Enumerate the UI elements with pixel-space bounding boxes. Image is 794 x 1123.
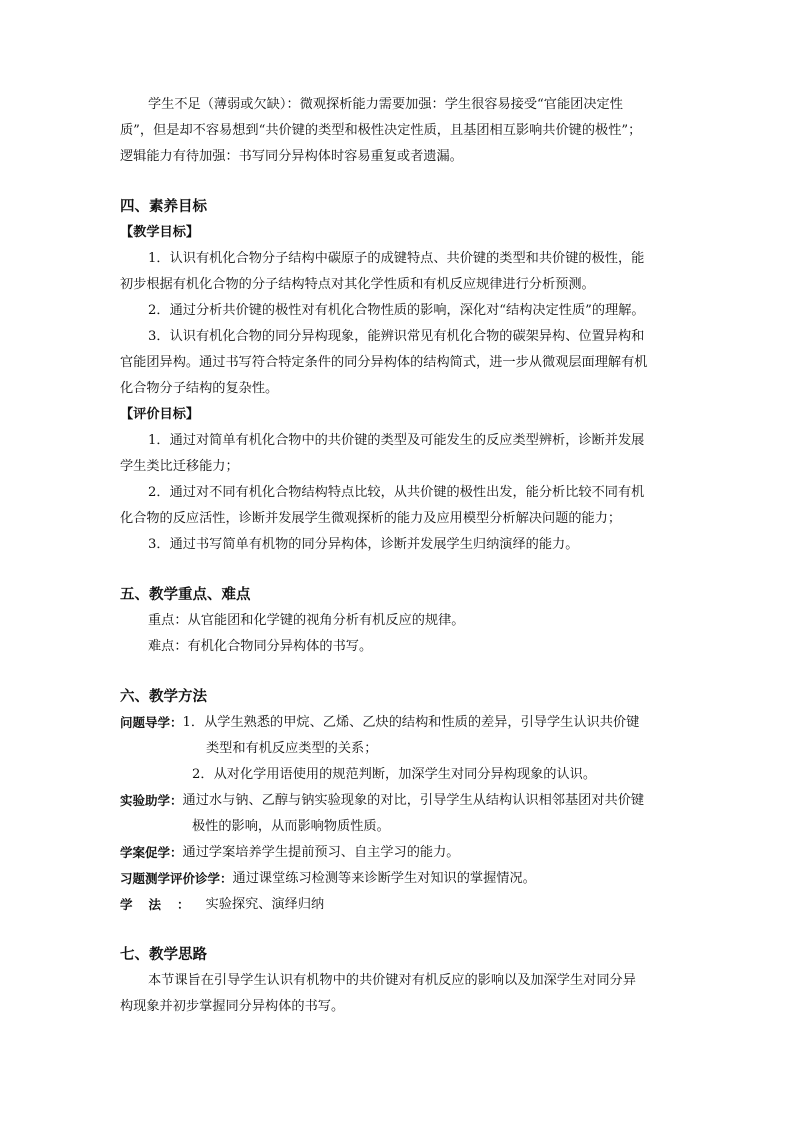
eval-line: 1．通过对简单有机化合物中的共价键的类型及可能发生的反应类型辨析，诊断并发展 bbox=[148, 433, 645, 448]
method-label: 习题测学评价诊学： bbox=[120, 871, 233, 886]
section-heading: 四、素养目标 bbox=[120, 199, 207, 215]
eval-line: 3．通过书写简单有机物的同分异构体，诊断并发展学生归纳演绎的能力。 bbox=[148, 537, 579, 552]
method-text: 2．从对化学用语使用的规范判断，加深学生对同分异构现象的认识。 bbox=[192, 767, 597, 782]
goal-line: 化合物分子结构的复杂性。 bbox=[120, 381, 279, 396]
section-heading: 五、教学重点、难点 bbox=[120, 587, 251, 603]
section-teaching-methods bbox=[120, 684, 680, 918]
method-study-guide bbox=[120, 840, 680, 866]
eval-line: 学生类比迁移能力； bbox=[120, 459, 239, 474]
subheading-teaching-goals: 【教学目标】 bbox=[120, 225, 200, 240]
ideas-line: 构现象并初步掌握同分异构体的书写。 bbox=[120, 999, 345, 1014]
goal-line: 官能团异构。通过书写符合特定条件的同分异构体的结构简式，进一步从微观层面理解有机 bbox=[120, 355, 648, 370]
method-text: 通过课堂练习检测等来诊断学生对知识的掌握情况。 bbox=[232, 871, 536, 886]
goal-line: 3．认识有机化合物的同分异构现象，能辨识常见有机化合物的碳架异构、位置异构和 bbox=[148, 329, 645, 344]
key-point-line: 重点：从官能团和化学键的视角分析有机反应的规律。 bbox=[148, 613, 465, 628]
section-literacy-goals bbox=[120, 194, 680, 558]
intro-paragraph bbox=[120, 92, 680, 170]
section-heading: 七、教学思路 bbox=[120, 947, 207, 963]
ideas-line: 本节课旨在引导学生认识有机物中的共价键对有机反应的影响以及加深学生对同分异 bbox=[148, 973, 636, 988]
method-text: 类型和有机反应类型的关系； bbox=[206, 741, 378, 756]
eval-line: 化合物的反应活性，诊断并发展学生微观探析的能力及应用模型分析解决问题的能力； bbox=[120, 511, 622, 526]
intro-line: 学生不足（薄弱或欠缺）：微观探析能力需要加强：学生很容易接受“官能团决定性 bbox=[148, 97, 623, 112]
eval-line: 2．通过对不同有机化合物结构特点比较，从共价键的极性出发，能分析比较不同有机 bbox=[148, 485, 645, 500]
method-learning bbox=[120, 892, 680, 918]
method-label: 问题导学： bbox=[120, 715, 183, 730]
method-label: 实验助学： bbox=[120, 793, 183, 808]
goal-line: 初步根据有机化合物的分子结构特点对其化学性质和有机反应规律进行分析预测。 bbox=[120, 277, 595, 292]
method-text: 通过学案培养学生提前预习、自主学习的能力。 bbox=[182, 845, 460, 860]
section-key-points bbox=[120, 582, 680, 660]
intro-line: 逻辑能力有待加强：书写同分异构体时容易重复或者遗漏。 bbox=[120, 149, 463, 164]
method-text: 极性的影响，从而影响物质性质。 bbox=[192, 819, 390, 834]
method-text: 实验探究、演绎归纳 bbox=[205, 897, 325, 912]
method-label: 学案促学： bbox=[120, 845, 183, 860]
subheading-evaluation-goals: 【评价目标】 bbox=[120, 407, 200, 422]
document-page bbox=[120, 92, 680, 1020]
method-exercise-evaluation bbox=[120, 866, 680, 892]
method-problem-guided bbox=[120, 710, 680, 736]
intro-line: 质”，但是却不容易想到“共价键的类型和极性决定性质，且基团相互影响共价键的极性”； bbox=[120, 123, 642, 138]
method-text: 1．从学生熟悉的甲烷、乙烯、乙炔的结构和性质的差异，引导学生认识共价键 bbox=[182, 715, 640, 730]
section-teaching-ideas bbox=[120, 942, 680, 1020]
difficulty-line: 难点：有机化合物同分异构体的书写。 bbox=[148, 639, 373, 654]
method-experiment-aided bbox=[120, 788, 680, 814]
section-heading: 六、教学方法 bbox=[120, 689, 207, 705]
method-label: 学法： bbox=[120, 897, 206, 912]
goal-line: 2．通过分析共价键的极性对有机化合物性质的影响，深化对“结构决定性质”的理解。 bbox=[148, 303, 645, 318]
method-text: 通过水与钠、乙醇与钠实验现象的对比，引导学生从结构认识相邻基团对共价键 bbox=[182, 793, 645, 808]
goal-line: 1．认识有机化合物分子结构中碳原子的成键特点、共价键的类型和共价键的极性，能 bbox=[148, 251, 645, 266]
